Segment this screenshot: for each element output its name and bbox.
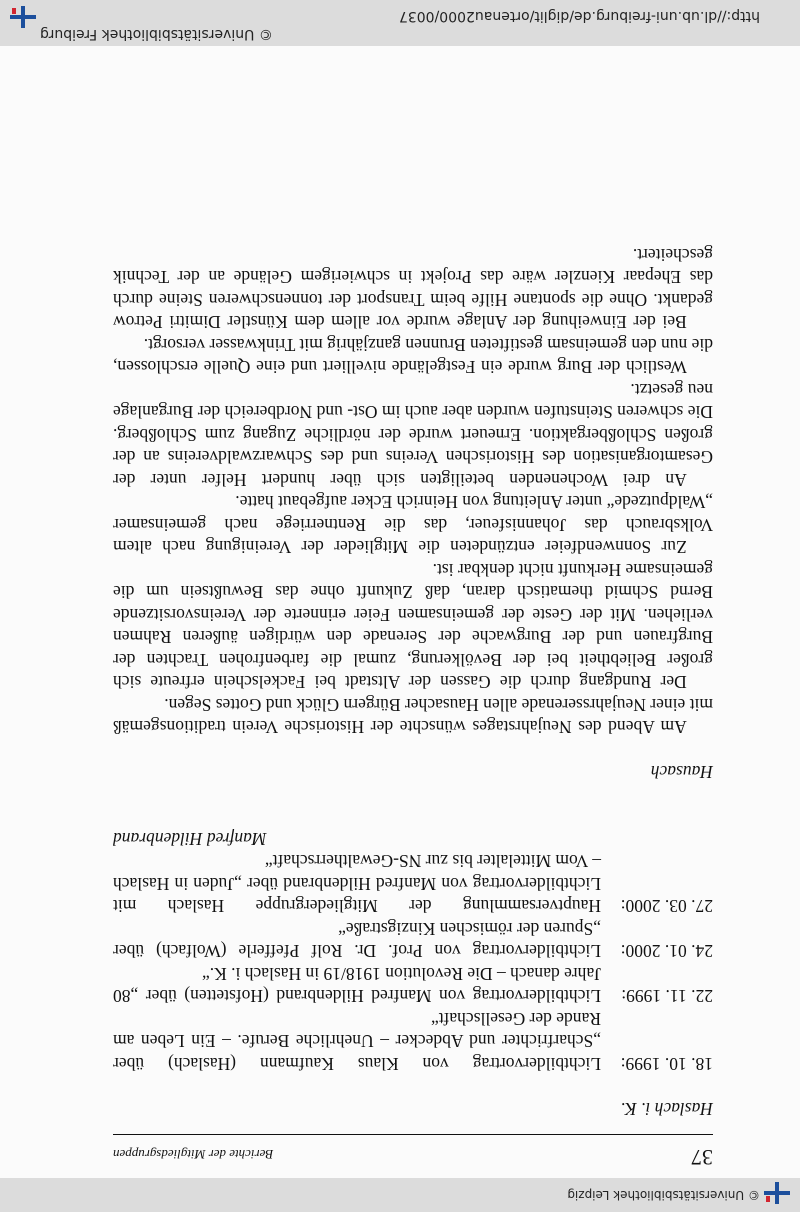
author-signature: Manfred Hildenbrand [113,829,267,849]
running-title: Berichte der Mitgliedsgruppen [113,1147,274,1162]
event-text: Hauptversammlung der Mitgliedergruppe Haslach mit Lichtbildervortrag von Manfred Hildenbrand über „Juden in Haslach – Vom Mittelalter bis zur NS-Gewaltherrschaft“ [113,851,601,917]
event-entry [113,850,713,918]
header-rule [113,1134,713,1135]
event-entry [113,1008,713,1076]
event-text: Lichtbildervortrag von Manfred Hildenbrand (Hofstetten) über „80 Jahre danach – Die Revolution 1918/19 in Haslach i. K.“ [113,964,601,1007]
event-date: 24. 01. 2000: [620,941,713,962]
event-date: 27. 03. 2000: [620,896,713,917]
body-paragraph: Am Abend des Neujahrstages wünschte der Historische Verein traditionsgemäß mit einer Neujahrsserenade allen Hausacher Bürgern Glück und Gottes Segen. [113,695,713,738]
ub-leipzig-logo-icon [764,1182,790,1204]
page-content [113,244,713,1121]
source-url: http://dl.ub.uni-freiburg.de/diglit/ortenau2000/0037 [398,8,760,24]
copyright-text-bottom: © Universitätsbibliothek Freiburg [40,26,273,42]
body-paragraph: Zur Sonnwendfeier entzündeten die Mitglieder der Vereinigung nach altem Volksbrauch das Johannisfeuer, das die Rentnerriege nach gemeinsamer „Waldputzede“ unter Anleitung von Heinrich Ecker aufgebaut hatte. [113,492,713,558]
event-entry [113,963,713,1008]
event-date: 22. 11. 1999: [621,986,713,1007]
body-paragraph: An drei Wochenenden beteiligten sich über hundert Helfer unter der Gesamtorganisation des Historischen Vereins und des Schwarzwaldvereins an der großen Schloßbergaktion. Erneuert wurde der nördliche Zugang zum Schloßberg. Die schweren Steinstufen wurden aber auch im Ost- und Nordbereich der Burganlage neu gesetzt. [113,380,713,490]
event-text: Lichtbildervortrag von Prof. Dr. Rolf Pfefferle (Wolfach) über „Spuren der römischen Kinzigstraße“ [113,919,601,962]
top-info-bar [0,1178,800,1212]
event-text: Lichtbildervortrag von Klaus Kaufmann (Haslach) über „Scharfrichter und Abdecker – Unehrliche Berufe. – Ein Leben am Rande der Gesellschaft“ [113,1009,601,1074]
bottom-info-bar [0,0,800,46]
body-paragraph: Westlich der Burg wurde ein Festgelände nivelliert und eine Quelle erschlossen, die nun den gemeinsam gestifteten Brunnen ganzjährig mit Trinkwasser versorgt. [113,335,713,378]
section-heading-hausach: Hausach [650,762,713,783]
event-entry [113,918,713,963]
event-date: 18. 10. 1999: [620,1054,713,1074]
ub-freiburg-logo-icon [10,6,36,28]
copyright-text-top: © Universitätsbibliothek Leipzig [567,1188,760,1202]
body-paragraph: Der Rundgang durch die Gassen der Altstadt bei Fackelschein erfreute sich großer Beliebtheit bei der Bevölkerung, zumal die farbenfrohen Trachten der Burgfrauen und der Burgwache der Serenade den würdigen äußeren Rahmen verliehen. Mit der Geste der gemeinsamen Feier erinnerte der Vereinsvorsitzende Bernd Schmid thematisch daran, daß Zukunft ohne das Bewußtsein um die gemeinsame Herkunft nicht denkbar ist. [113,560,713,693]
page-number: 37 [691,1145,713,1170]
body-paragraph: Bei der Einweihung der Anlage wurde vor allem dem Künstler Dimitri Petrow gedankt. Ohne die spontane Hilfe beim Transport der tonnenschweren Steine durch das Ehepaar Kienzler wäre das Projekt in schwierigem Gelände an der Technik gescheitert. [113,245,713,333]
section-heading-haslach: Haslach i. K. [620,1099,713,1119]
